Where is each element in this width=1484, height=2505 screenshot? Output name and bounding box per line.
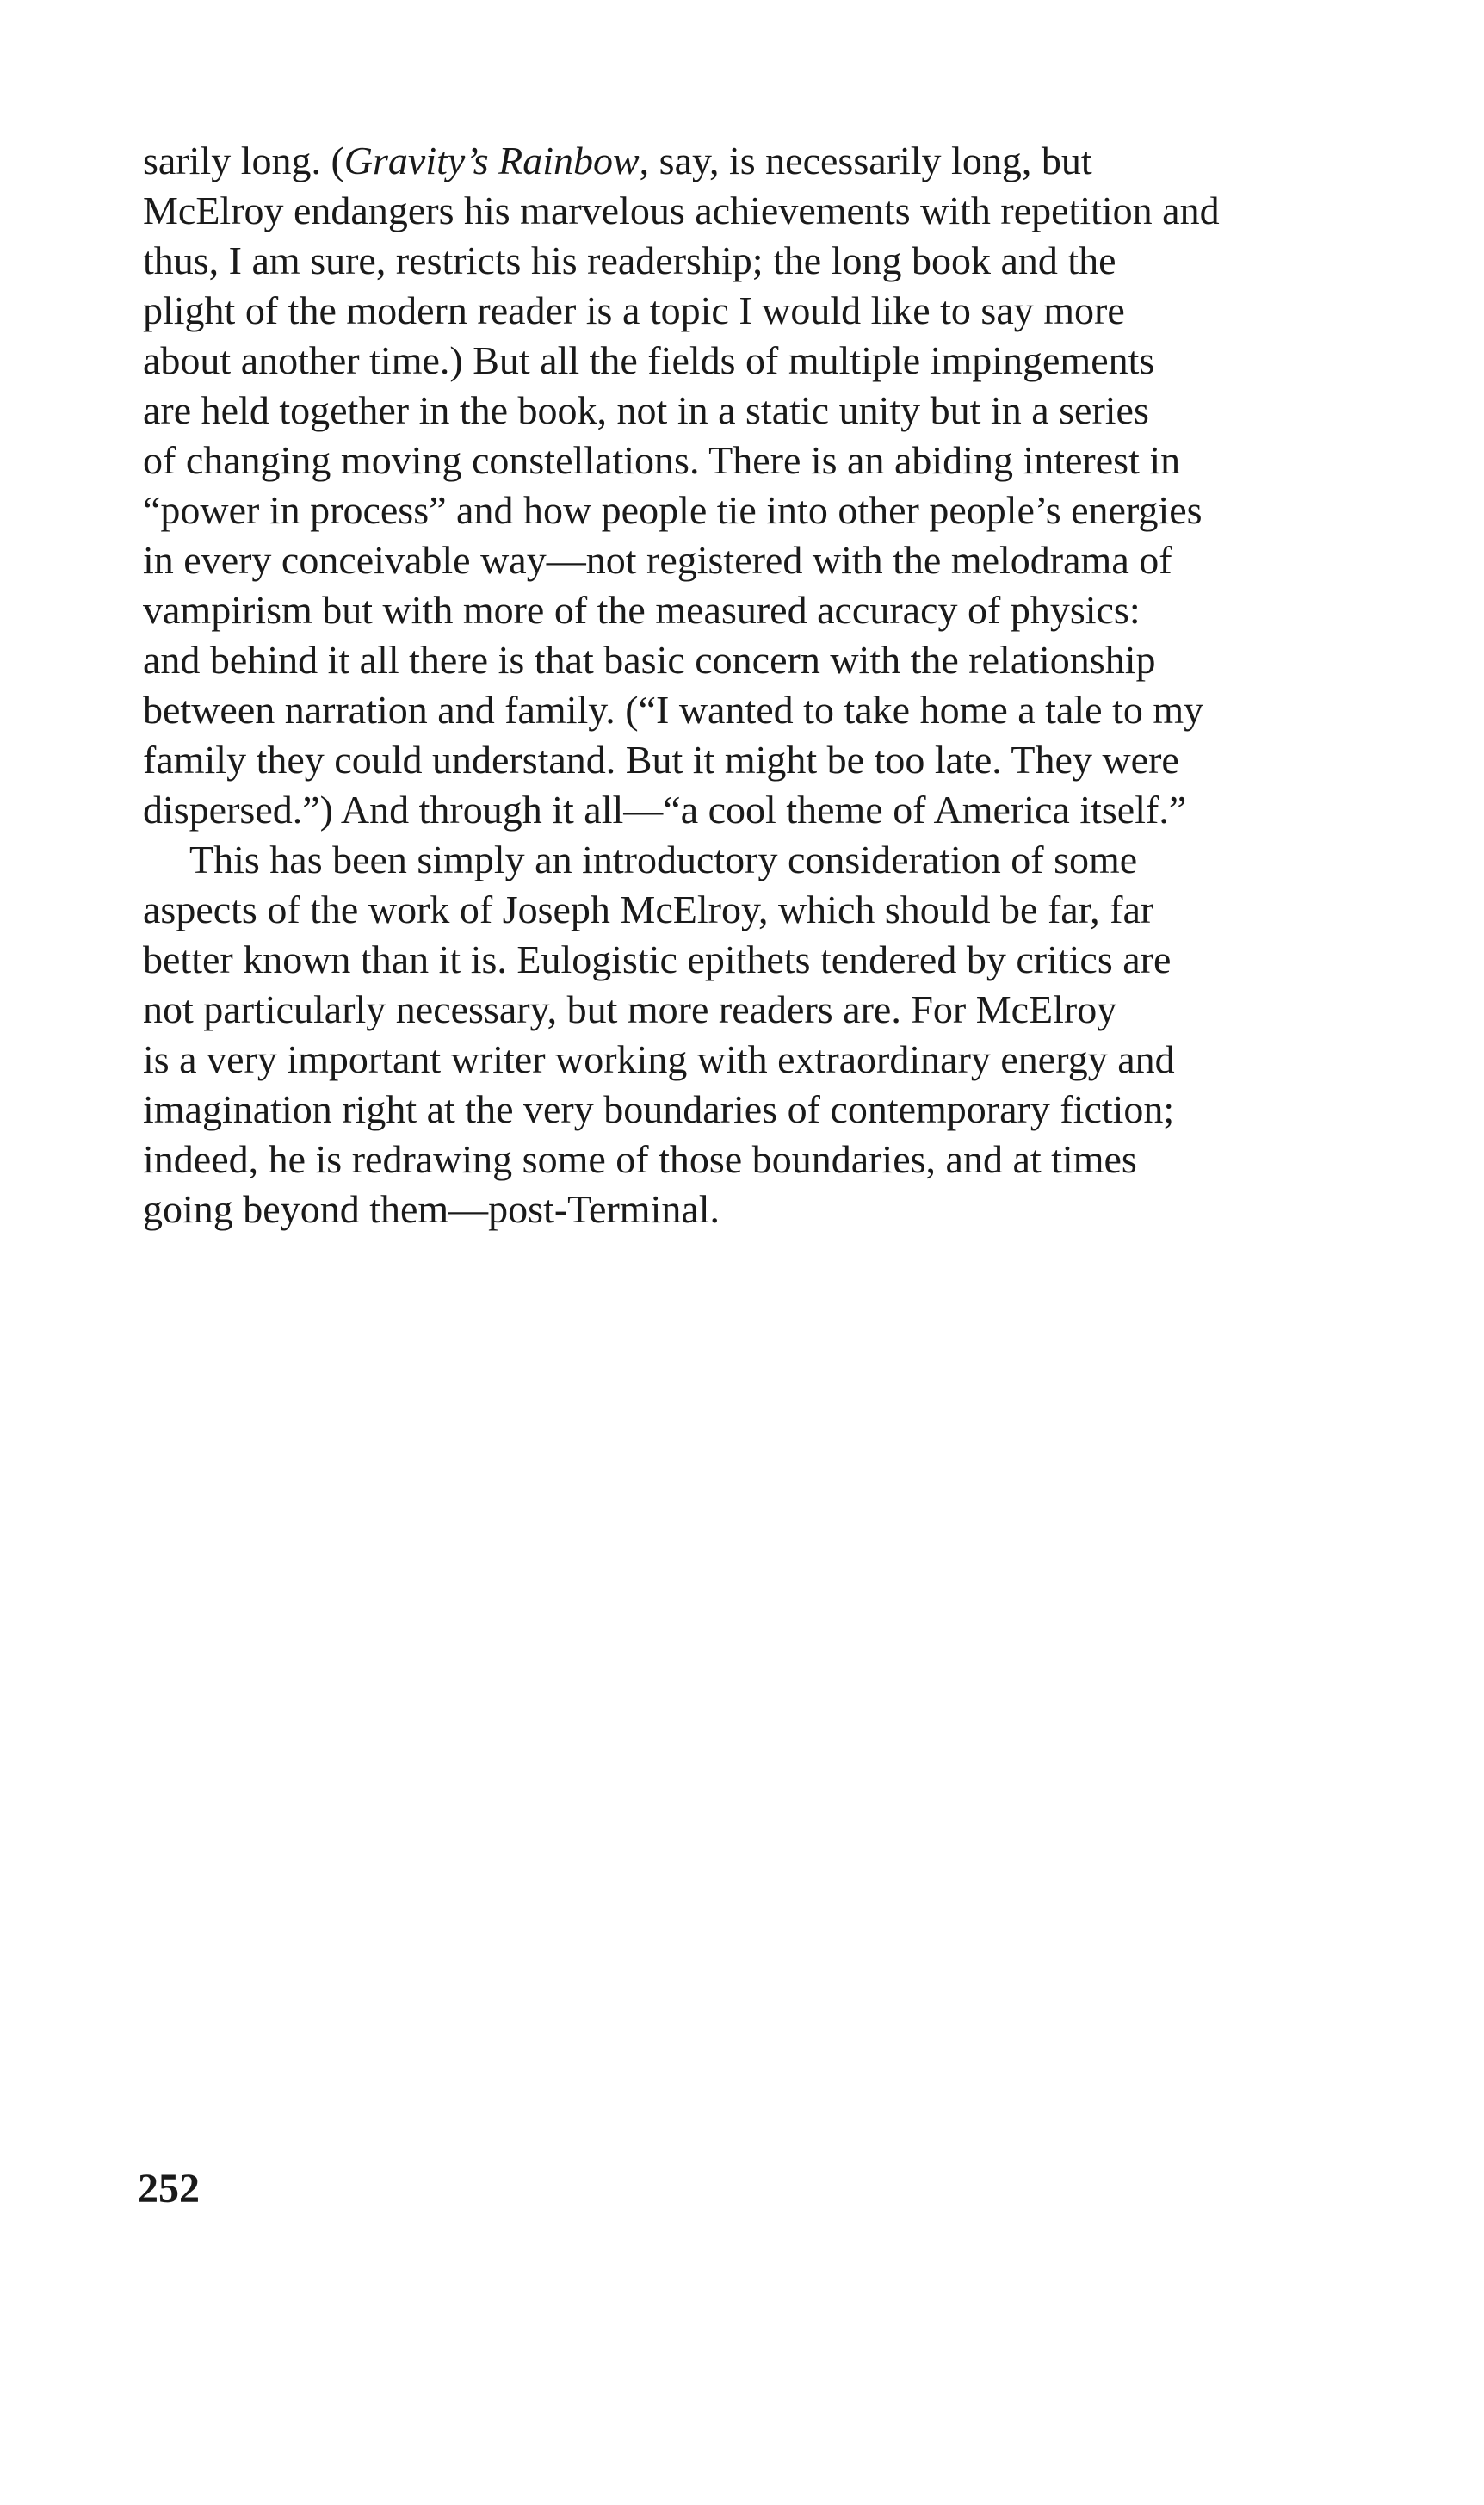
text-line: This has been simply an introductory consideration of some: [189, 838, 1138, 881]
text-line: imagination right at the very boundaries of contemporary fiction;: [143, 1087, 1175, 1131]
text-line: vampirism but with more of the measured accuracy of physics:: [143, 588, 1141, 632]
text-line: are held together in the book, not in a static unity but in a series: [143, 388, 1149, 432]
text-line: aspects of the work of Joseph McElroy, which should be far, far: [143, 888, 1154, 931]
page-number: 252: [138, 2166, 200, 2211]
text-line: dispersed.”) And through it all—“a cool theme of America itself.”: [143, 788, 1187, 832]
text-line: not particularly necessary, but more readers are. For McElroy: [143, 987, 1117, 1031]
body-text: [143, 136, 1365, 1234]
text-line: is a very important writer working with extraordinary energy and: [143, 1037, 1175, 1081]
text-line: family they could understand. But it might be too late. They were: [143, 738, 1179, 782]
text-line: going beyond them—post-Terminal.: [143, 1187, 720, 1231]
text-segment: , say, is necessarily long, but: [639, 139, 1092, 182]
text-segment: sarily long. (: [143, 139, 344, 182]
paragraph-2: [143, 835, 1365, 1234]
text-line: thus, I am sure, restricts his readership; the long book and the: [143, 238, 1116, 282]
text-line: in every conceivable way—not registered with the melodrama of: [143, 538, 1172, 582]
paragraph-1: [143, 136, 1365, 835]
text-line: between narration and family. (“I wanted to take home a tale to my: [143, 688, 1204, 732]
text-line: McElroy endangers his marvelous achievements with repetition and: [143, 189, 1220, 232]
book-title-italic: Gravity’s Rainbow: [343, 139, 640, 182]
text-line: about another time.) But all the fields of multiple impingements: [143, 338, 1155, 382]
text-line: and behind it all there is that basic concern with the relationship: [143, 638, 1156, 682]
text-line: [143, 136, 1365, 186]
text-line: plight of the modern reader is a topic I would like to say more: [143, 288, 1125, 332]
text-line: “power in process” and how people tie into other people’s energies: [143, 488, 1203, 532]
text-line: better known than it is. Eulogistic epithets tendered by critics are: [143, 937, 1172, 981]
text-line: of changing moving constellations. There is an abiding interest in: [143, 438, 1181, 482]
text-line: indeed, he is redrawing some of those boundaries, and at times: [143, 1137, 1137, 1181]
